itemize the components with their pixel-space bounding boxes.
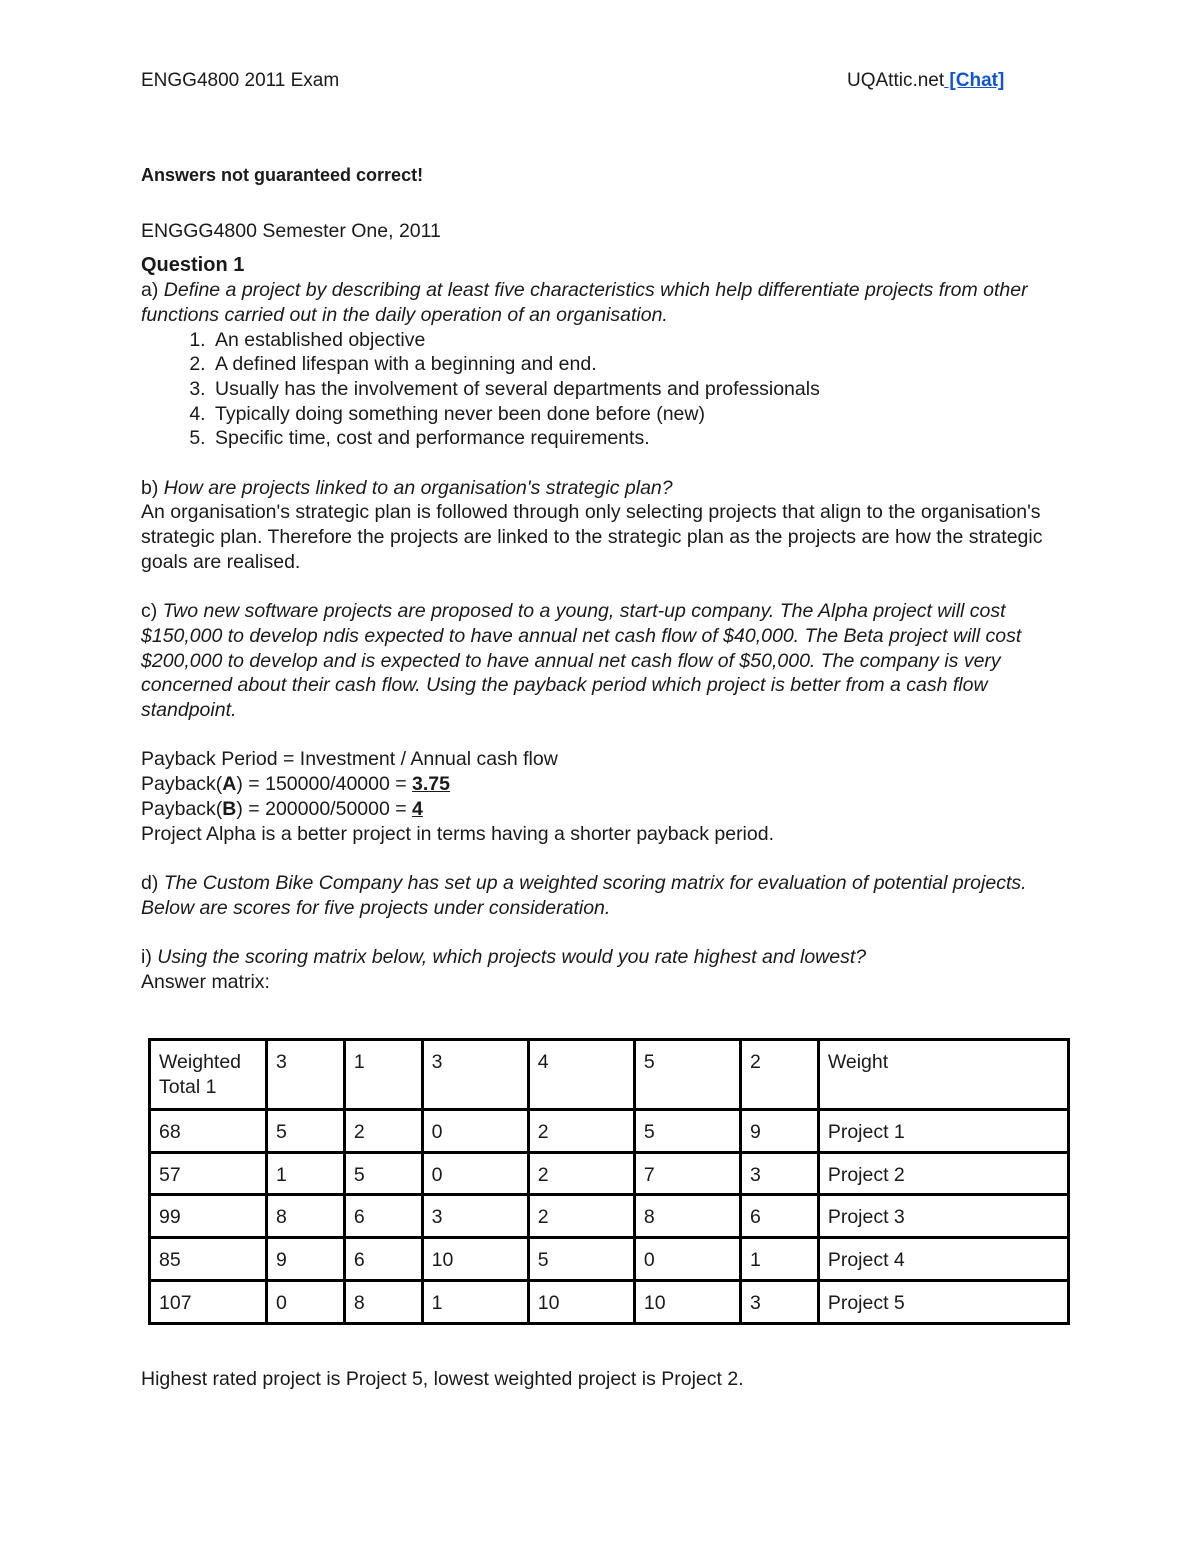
table-row bbox=[150, 1110, 1069, 1153]
part-c-label: c) bbox=[141, 600, 163, 623]
part-b-label: b) bbox=[141, 476, 164, 499]
table-row bbox=[150, 1280, 1069, 1323]
table-cell: Project 3 bbox=[818, 1195, 1068, 1238]
header-site bbox=[847, 70, 1004, 92]
matrix-label: Answer matrix: bbox=[141, 970, 270, 993]
disclaimer: Answers not guaranteed correct! bbox=[141, 165, 424, 185]
table-cell: Project 1 bbox=[818, 1110, 1068, 1153]
table-cell: 2 bbox=[528, 1152, 634, 1195]
table-cell: 10 bbox=[634, 1280, 740, 1323]
payback-conclusion: Project Alpha is a better project in terms having a shorter payback period. bbox=[141, 822, 774, 845]
subtitle: ENGGG4800 Semester One, 2011 bbox=[141, 219, 441, 242]
table-cell: 0 bbox=[422, 1152, 528, 1195]
part-c-question: Two new software projects are proposed to a young, start-up company. The Alpha project will cost $150,000 to develop ndis expected to have annual net cash flow of $40,000. The Beta project will cost $200,000 to develop and is expected to have annual net cash flow of $50,000. The company is very concerned about their cash flow. Using the payback period which project is better from a cash flow standpoint. bbox=[141, 600, 1022, 722]
calc-b-key: B bbox=[222, 797, 237, 820]
payback-formula: Payback Period = Investment / Annual cash flow bbox=[141, 748, 558, 771]
final-answer: Highest rated project is Project 5, lowest weighted project is Project 2. bbox=[141, 1368, 744, 1390]
table-header-row bbox=[150, 1040, 1069, 1110]
calc-b-result: 4 bbox=[412, 797, 423, 820]
table-cell: 3 bbox=[422, 1040, 528, 1110]
site-name: UQAttic.net bbox=[847, 70, 945, 91]
part-d-label: d) bbox=[141, 871, 164, 894]
part-a-question: Define a project by describing at least five characteristics which help differentiate projects from other functions carried out in the daily operation of an organisation. bbox=[141, 279, 1028, 326]
table-cell: 9 bbox=[267, 1238, 345, 1281]
part-b-prompt bbox=[141, 476, 1071, 501]
payback-a bbox=[141, 772, 1071, 797]
table-cell: 1 bbox=[740, 1238, 818, 1281]
table-cell: 5 bbox=[634, 1040, 740, 1110]
table-cell: 0 bbox=[422, 1110, 528, 1153]
calc-b-pre: Payback( bbox=[141, 797, 223, 820]
table-cell: 8 bbox=[267, 1195, 345, 1238]
list-item: 5. Specific time, cost and performance requirements. bbox=[211, 426, 1071, 451]
table-cell: Weighted Total 1 bbox=[150, 1040, 267, 1110]
table-cell: 10 bbox=[528, 1280, 634, 1323]
scoring-matrix bbox=[148, 1038, 1070, 1325]
table-cell: 5 bbox=[528, 1238, 634, 1281]
calc-b-mid: ) = 200000/50000 = bbox=[236, 797, 413, 820]
table-cell: 57 bbox=[150, 1152, 267, 1195]
table-cell: Project 5 bbox=[818, 1280, 1068, 1323]
payback-b bbox=[141, 797, 1071, 822]
table-cell: 85 bbox=[150, 1238, 267, 1281]
table-cell: 3 bbox=[740, 1280, 818, 1323]
table-cell: 2 bbox=[528, 1110, 634, 1153]
part-d-question: The Custom Bike Company has set up a weighted scoring matrix for evaluation of potential projects. Below are scores for five projects under consideration. bbox=[141, 871, 1027, 919]
table-row bbox=[150, 1152, 1069, 1195]
table-row bbox=[150, 1195, 1069, 1238]
question-title: Question 1 bbox=[141, 254, 245, 277]
part-d-i-prompt bbox=[141, 945, 1071, 970]
table-cell: 3 bbox=[740, 1152, 818, 1195]
table-cell: 99 bbox=[150, 1195, 267, 1238]
calc-a-mid: ) = 150000/40000 = bbox=[236, 773, 413, 796]
part-b-answer: An organisation's strategic plan is followed through only selecting projects that align to the organisation's strategic plan. Therefore the projects are linked to the strategic plan as the projects are how the strategic goals are realised. bbox=[141, 501, 1043, 573]
part-a-prompt bbox=[141, 278, 1071, 327]
table-cell: 7 bbox=[634, 1152, 740, 1195]
chat-link[interactable]: [Chat] bbox=[944, 70, 1005, 91]
part-a-label: a) bbox=[141, 279, 164, 302]
table-cell: 6 bbox=[344, 1238, 422, 1281]
table-cell: 107 bbox=[150, 1280, 267, 1323]
characteristics-list bbox=[141, 328, 1071, 452]
table-cell: 8 bbox=[344, 1280, 422, 1323]
list-item: 1. An established objective bbox=[211, 328, 1071, 353]
table-cell: Project 4 bbox=[818, 1238, 1068, 1281]
table-cell: 10 bbox=[422, 1238, 528, 1281]
table-cell: Weight bbox=[818, 1040, 1068, 1110]
table-cell: 9 bbox=[740, 1110, 818, 1153]
part-d-prompt bbox=[141, 871, 1071, 920]
table-cell: 2 bbox=[344, 1110, 422, 1153]
part-d-i-label: i) bbox=[141, 946, 158, 969]
table-cell: 3 bbox=[267, 1040, 345, 1110]
table-cell: 0 bbox=[634, 1238, 740, 1281]
table-cell: Project 2 bbox=[818, 1152, 1068, 1195]
part-b-question: How are projects linked to an organisation's strategic plan? bbox=[163, 476, 673, 499]
list-item: 2. A defined lifespan with a beginning and end. bbox=[211, 352, 1071, 377]
list-item: 4. Typically doing something never been done before (new) bbox=[211, 402, 1071, 427]
document-body bbox=[141, 163, 1071, 994]
table-cell: 1 bbox=[422, 1280, 528, 1323]
table-cell: 68 bbox=[150, 1110, 267, 1153]
table-cell: 4 bbox=[528, 1040, 634, 1110]
table-cell: 6 bbox=[344, 1195, 422, 1238]
table-cell: 3 bbox=[422, 1195, 528, 1238]
table-row bbox=[150, 1238, 1069, 1281]
calc-a-pre: Payback( bbox=[141, 773, 223, 796]
table-cell: 1 bbox=[267, 1152, 345, 1195]
table-cell: 1 bbox=[344, 1040, 422, 1110]
table-cell: 0 bbox=[267, 1280, 345, 1323]
calc-a-result: 3.75 bbox=[412, 773, 450, 796]
part-d-i-question: Using the scoring matrix below, which projects would you rate highest and lowest? bbox=[157, 946, 867, 969]
table-cell: 5 bbox=[634, 1110, 740, 1153]
calc-a-key: A bbox=[222, 773, 237, 796]
list-item: 3. Usually has the involvement of several departments and professionals bbox=[211, 377, 1071, 402]
table-cell: 5 bbox=[344, 1152, 422, 1195]
table-cell: 2 bbox=[740, 1040, 818, 1110]
header-title: ENGG4800 2011 Exam bbox=[141, 70, 340, 91]
table-cell: 8 bbox=[634, 1195, 740, 1238]
table-cell: 5 bbox=[267, 1110, 345, 1153]
part-c-prompt bbox=[141, 599, 1071, 723]
table-cell: 6 bbox=[740, 1195, 818, 1238]
table-cell: 2 bbox=[528, 1195, 634, 1238]
